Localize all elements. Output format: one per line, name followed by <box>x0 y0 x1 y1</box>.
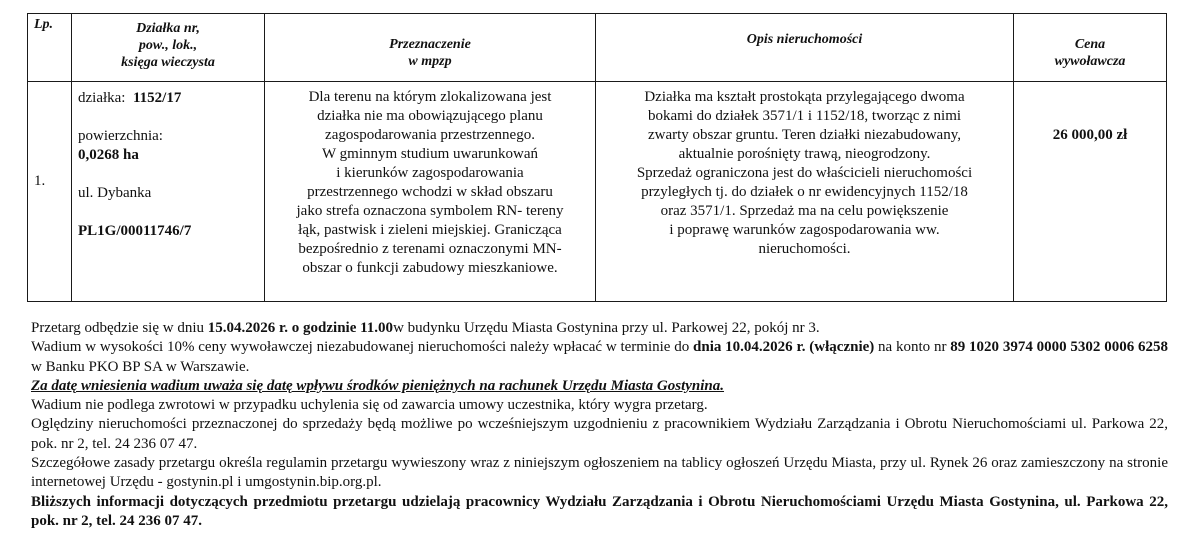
powierzchnia-value: 0,0268 ha <box>78 147 139 163</box>
info-text: Wadium w wysokości 10% ceny wywoławczej niezabudowanej nieruchomości należy wpłacać w terminie do <box>31 339 694 356</box>
table-row <box>28 82 1167 302</box>
cell-lp <box>28 82 72 302</box>
table-header-row <box>28 14 1167 82</box>
info-text: w budynku Urzędu Miasta Gostynina przy ul. Parkowej 22, pokój nr 3. <box>393 320 820 336</box>
opis-line: zwarty obszar gruntu. Teren działki niezabudowany, <box>647 127 961 143</box>
info-text: na konto nr <box>874 339 951 356</box>
przeznaczenie-line: bezpośrednio z terenami oznaczonymi MN- <box>298 241 562 257</box>
header-dzialka <box>72 14 265 82</box>
header-dzialka-line: Działka nr, <box>136 21 200 36</box>
auction-table <box>27 13 1167 302</box>
przeznaczenie-line: obszar o funkcji zabudowy mieszkaniowe. <box>302 260 558 276</box>
header-cena-line: Cena <box>1074 36 1106 52</box>
przeznaczenie-line: przestrzennego wchodzi w skład obszaru <box>307 184 553 200</box>
dzialka-label: działka: <box>78 90 126 106</box>
auction-info <box>31 319 1168 531</box>
opis-line: Sprzedaż ograniczona jest do właścicieli nieruchomości <box>636 165 973 181</box>
header-przeznaczenie <box>265 14 596 82</box>
przeznaczenie-line: działka nie ma obowiązującego planu <box>317 108 543 124</box>
info-payment-date-note: Za datę wniesienia wadium uważa się datę wpływu środków pieniężnych na rachunek Urzędu Miasta Gostynina. <box>31 377 725 394</box>
lokalizacja: ul. Dybanka <box>78 185 152 201</box>
info-text: Szczegółowe zasady przetargu określa regulamin przetargu wywieszony wraz z niniejszym ogłoszeniem na tablicy ogłoszeń Urzędu Miasta, przy ul. Rynek 26 oraz zamieszczony na stronie internetowej Urzędu - <box>31 455 1168 491</box>
auction-date: 15.04.2026 r. o godzinie 11.00 <box>207 320 394 336</box>
opis-line: Działka ma kształt prostokąta przylegającego dwoma <box>644 89 965 105</box>
bank-account: 89 1020 3974 0000 5302 0006 6258 <box>950 339 1168 356</box>
opis-line: przyległych tj. do działek o nr ewidencyjnych 1152/18 <box>641 184 968 200</box>
ksiega-wieczysta: PL1G/00011746/7 <box>78 223 192 239</box>
opis-line: oraz 3571/1. Sprzedaż ma na celu powiększenie <box>660 203 949 219</box>
opis-line: aktualnie porośnięty trawą, nieogrodzony. <box>678 146 931 162</box>
header-opis-text: Opis nieruchomości <box>746 32 863 47</box>
info-rules-note <box>31 454 1168 493</box>
opis-line: i poprawę warunków zagospodarowania ww. <box>669 222 940 238</box>
row-number: 1. <box>34 172 46 189</box>
przeznaczenie-line: łąk, pastwisk i zieleni miejskiej. Granicząca <box>298 222 562 238</box>
header-przeznaczenie-line: w mpzp <box>408 53 452 69</box>
powierzchnia-label: powierzchnia: <box>78 128 163 144</box>
cell-cena <box>1014 82 1167 302</box>
przeznaczenie-line: jako strefa oznaczona symbolem RN- tereny <box>296 203 564 219</box>
header-opis <box>596 14 1014 82</box>
przeznaczenie-line: W gminnym studium uwarunkowań <box>322 146 538 162</box>
header-cena <box>1014 14 1167 82</box>
przeznaczenie-line: Dla terenu na którym zlokalizowana jest <box>308 89 552 105</box>
header-dzialka-line: księga wieczysta <box>121 55 215 70</box>
opis-line: nieruchomości. <box>758 241 851 257</box>
info-wadium-paragraph <box>31 338 1168 377</box>
info-refund-note: Wadium nie podlega zwrotowi w przypadku uchylenia się od zawarcia umowy uczestnika, który wygra przetarg. <box>31 397 708 414</box>
header-lp: Lp. <box>28 14 72 82</box>
opis-line: bokami do działek 3571/1 i 1152/18, tworząc z nimi <box>647 108 962 124</box>
dzialka-number: 1152/17 <box>132 90 182 106</box>
info-inspection-note: Oględziny nieruchomości przeznaczonej do sprzedaży będą możliwe po wcześniejszym uzgodnieniu z pracownikiem Wydziału Zarządzania i Obrotu Nieruchomościami ul. Parkowa 22, pok. nr 2, tel. 24 236 07 47. <box>31 416 1168 452</box>
header-cena-line: wywoławcza <box>1054 53 1126 69</box>
cell-przeznaczenie <box>265 82 596 302</box>
info-text: Przetarg odbędzie się w dniu <box>31 320 208 336</box>
info-contact-note: Bliższych informacji dotyczących przedmiotu przetargu udzielają pracownicy Wydziału Zarządzania i Obrotu Nieruchomościami Urzędu Miasta Gostynina, ul. Parkowa 22, pok. nr 2, tel. 24 236 07 47. <box>31 493 1168 529</box>
wadium-deadline: dnia 10.04.2026 r. (włącznie) <box>693 339 875 356</box>
przeznaczenie-line: i kierunków zagospodarowania <box>336 165 524 181</box>
cell-opis <box>596 82 1014 302</box>
header-dzialka-line: pow., lok., <box>138 38 198 53</box>
cena-value: 26 000,00 zł <box>1052 127 1128 143</box>
header-przeznaczenie-line: Przeznaczenie <box>389 36 471 52</box>
info-text: . <box>377 474 382 491</box>
website-links: gostynin.pl i umgostynin.bip.org.pl <box>166 474 378 491</box>
dzialka-line <box>78 89 258 108</box>
przeznaczenie-line: zagospodarowania przestrzennego. <box>325 127 535 143</box>
info-date-paragraph <box>31 319 1168 338</box>
cell-dzialka <box>72 82 265 302</box>
info-text: w Banku PKO BP SA w Warszawie. <box>31 358 250 375</box>
